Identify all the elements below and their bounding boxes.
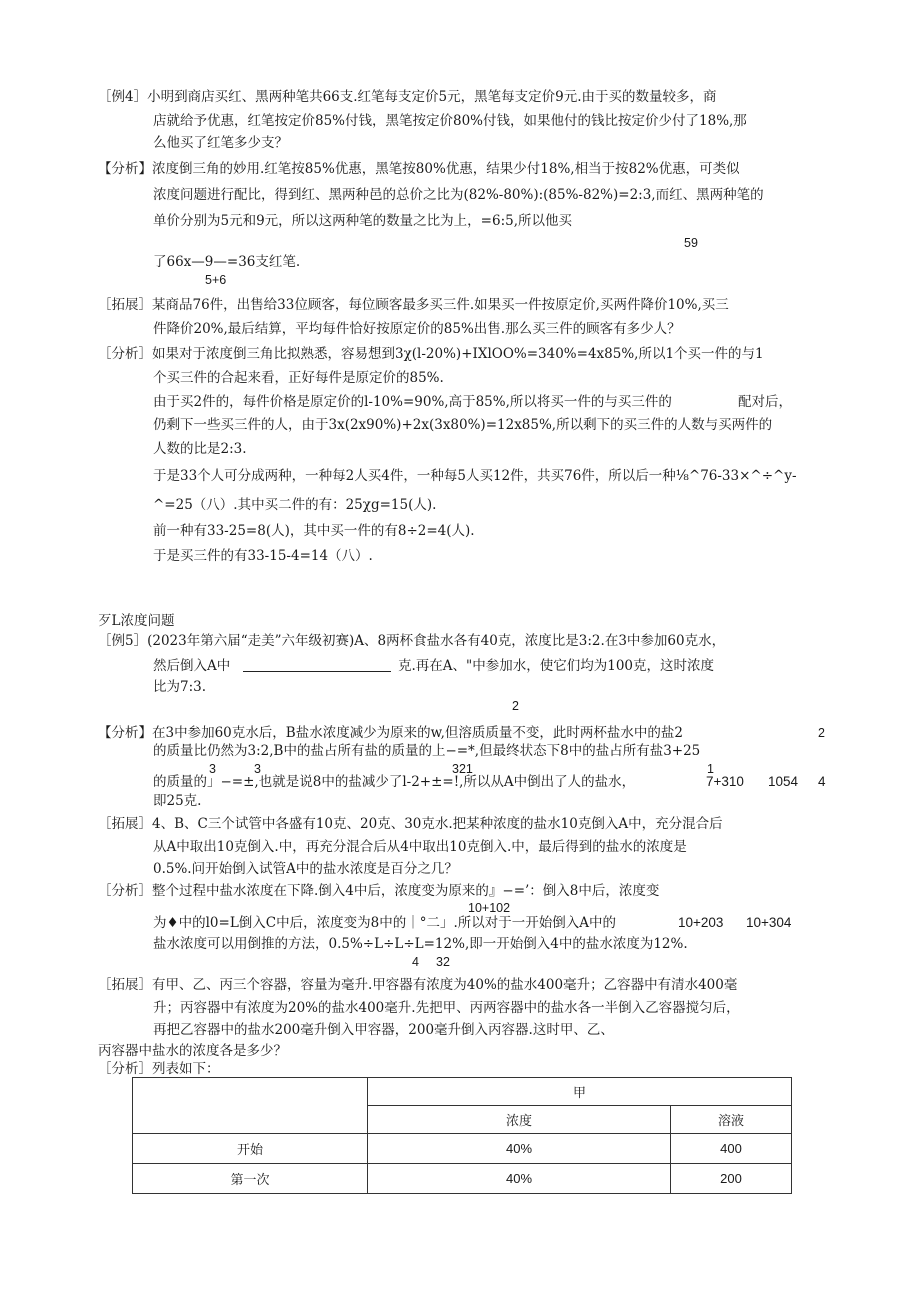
- analysis-5-line-3: 的质量的」−=±,也就是说8中的盐减少了l-2+±=!,所以从A中倒出了人的盐水，: [153, 774, 636, 790]
- analysis-4-line-2: 浓度问题进行配比，得到红、黑两种邑的总价之比为(82%-80%):(85%-82%)=2:3,而红、黑两种笔的: [153, 187, 764, 203]
- analysis-ext1-line-7: ^=25（八）.其中买二件的有：25χg=15(人).: [153, 497, 437, 513]
- fraction-4b: 4: [412, 955, 419, 969]
- fraction-10-304: 10+304: [746, 915, 792, 930]
- analysis-ext3-line-1: ［分析］列表如下：: [98, 1061, 220, 1077]
- table-col-header: 浓度: [368, 1106, 671, 1134]
- fraction-3a: 3: [209, 762, 216, 776]
- extension-3-line-4: 丙容器中盐水的浓度各是多少？: [98, 1043, 287, 1059]
- extension-3-line-3: 再把乙容器中的盐水200毫升倒入甲容器，200毫升倒入丙容器.这时甲、乙、: [153, 1022, 614, 1038]
- fraction-10-102: 10+102: [468, 901, 511, 915]
- example-5-line-2b: 克.再在A、"中参加水，使它们均为100克，这时浓度: [398, 658, 715, 674]
- fraction-7-310: 7+310: [706, 774, 744, 789]
- analysis-ext2-line-1: ［分析］整个过程中盐水浓度在下降.倒入4中后，浓度变为原来的』−=’：倒入8中后，浓度变: [98, 883, 660, 899]
- answer-blank: [243, 671, 391, 672]
- extension-2-line-3: 0.5%.问开始倒入试管A中的盐水浓度是百分之几？: [153, 861, 458, 877]
- fraction-1054: 1054: [768, 774, 799, 789]
- table-row-label: 开始: [133, 1134, 368, 1164]
- analysis-ext2-line-2: 为♦中的l0=L倒入C中后，浓度变为8中的｜°二」.所以对于一开始倒入A中的: [153, 915, 616, 931]
- extension-3-line-2: 升；丙容器中有浓度为20%的盐水400毫升.先把甲、丙两容器中的盐水各一半倒入乙容器搅匀后，: [153, 1000, 740, 1016]
- analysis-5-line-1: 【分析】在3中参加60克水后，B盐水浓度减少为原来的w,但溶质质量不变，此时两杯盐水中的盐2: [98, 725, 684, 741]
- analysis-ext1-line-9: 于是买三件的有33-15-4=14（八）.: [153, 548, 373, 564]
- extension-1-line-1: ［拓展］某商品76件，出售给33位顾客，每位顾客最多买三件.如果买一件按原定价,买两件降价10%,买三: [98, 297, 729, 313]
- fraction-32: 32: [436, 955, 450, 969]
- extension-2-line-2: 从A中取出10克倒入.中，再充分混合后从4中取出10克倒入.中，最后得到的盐水的浓度是: [153, 839, 687, 855]
- concentration-table: [132, 1077, 792, 1194]
- example-4-line-3: 么他买了红笔多少支？: [153, 135, 288, 151]
- analysis-ext1-line-3: 由于买2件的，每件价格是原定价的l-10%=90%,高于85%,所以将买一件的与买三件的: [153, 394, 672, 410]
- table-cell-concentration: 40%: [368, 1134, 671, 1164]
- table-cell-concentration: 40%: [368, 1164, 671, 1194]
- table-cell-solution: 200: [671, 1164, 792, 1194]
- table-cell-solution: 400: [671, 1134, 792, 1164]
- fraction-10-203: 10+203: [678, 915, 724, 930]
- fraction-2: 2: [512, 699, 519, 713]
- analysis-4-line-4: 了66x—9—=36支红笔.: [153, 254, 301, 270]
- example-5-line-1: ［例5］(2023年第六届“走美”六年级初赛)A、8两杯食盐水各有40克，浓度比是3:2.在3中参加60克水，: [98, 633, 726, 649]
- analysis-ext1-line-6: 于是33个人可分成两种，一种每2人买4件，一种每5人买12件，共买76件，所以后一种⅛^76-33×^÷^y-: [153, 468, 797, 484]
- fraction-numerator: 59: [684, 236, 698, 250]
- analysis-5-line-2: 的质量比仍然为3:2,B中的盐占所有盐的质量的上−=*,但最终状态下8中的盐占所有盐3+25: [153, 743, 701, 759]
- analysis-ext1-line-4: 仍剩下一些买三件的人，由于3x(2x90%)+2x(3x80%)=12x85%,所以剩下的买三件的人数与买两件的: [153, 417, 773, 433]
- example-4-line-2: 店就给予优惠，红笔按定价85%付钱，黑笔按定价80%付钱，如果他付的钱比按定价少付了18%,那: [153, 113, 747, 129]
- analysis-ext1-line-8: 前一种有33-25=8(人)，其中买一件的有8÷2=4(人).: [153, 523, 475, 539]
- extension-3-line-1: ［拓展］有甲、乙、丙三个容器，容量为毫升.甲容器有浓度为40%的盐水400毫升；乙容器中有清水400毫: [98, 977, 738, 993]
- table-corner-cell: [133, 1078, 368, 1134]
- analysis-ext1-line-5: 人数的比是2:3.: [153, 441, 247, 457]
- fraction-4: 4: [818, 774, 826, 789]
- extension-1-line-2: 件降价20%,最后结算，平均每件恰好按原定价的85%出售.那么买三件的顾客有多少人？: [153, 321, 681, 337]
- example-5-line-3: 比为7:3.: [153, 679, 207, 695]
- analysis-ext1-line-3b: 配对后，: [738, 394, 792, 410]
- fraction-2b: 2: [818, 726, 825, 740]
- analysis-ext1-line-1: ［分析］如果对于浓度倒三角比拟熟悉，容易想到3χ(l-20%)+IXlOO%=340%=4x85%,所以1个买一件的与1: [98, 346, 764, 362]
- analysis-4-line-1: 【分析】浓度倒三角的妙用.红笔按85%优惠，黑笔按80%优惠，结果少付18%,相当于按82%优惠，可类似: [98, 161, 740, 177]
- example-4-line-1: ［例4］小明到商店买红、黑两种笔共66支.红笔每支定价5元，黑笔每支定价9元.由于买的数量较多，商: [98, 89, 717, 105]
- fraction-321: 321: [452, 762, 473, 776]
- analysis-ext1-line-2: 个买三件的合起来看，正好每件是原定价的85%.: [153, 370, 444, 386]
- extension-2-line-1: ［拓展］4、B、C三个试管中各盛有10克、20克、30克水.把某种浓度的盐水10克倒入A中，充分混合后: [98, 816, 723, 832]
- example-5-line-2a: 然后倒入A中: [153, 658, 231, 674]
- section-heading: 歹L浓度问题: [98, 613, 175, 629]
- fraction-1: 1: [707, 762, 714, 776]
- analysis-4-line-3: 单价分别为5元和9元，所以这两种笔的数量之比为上，=6:5,所以他买: [153, 213, 573, 229]
- table-group-header: 甲: [368, 1078, 792, 1106]
- table-row-label: 第一次: [133, 1164, 368, 1194]
- table-row: [133, 1134, 792, 1164]
- fraction-denominator: 5+6: [205, 273, 227, 287]
- analysis-5-line-4: 即25克.: [153, 793, 202, 809]
- table-col-header: 溶液: [671, 1106, 792, 1134]
- table-row: [133, 1164, 792, 1194]
- analysis-ext2-line-3: 盐水浓度可以用倒推的方法，0.5%÷L÷L÷L=12%,即一开始倒入4中的盐水浓度为12%.: [153, 936, 688, 952]
- fraction-3b: 3: [254, 762, 261, 776]
